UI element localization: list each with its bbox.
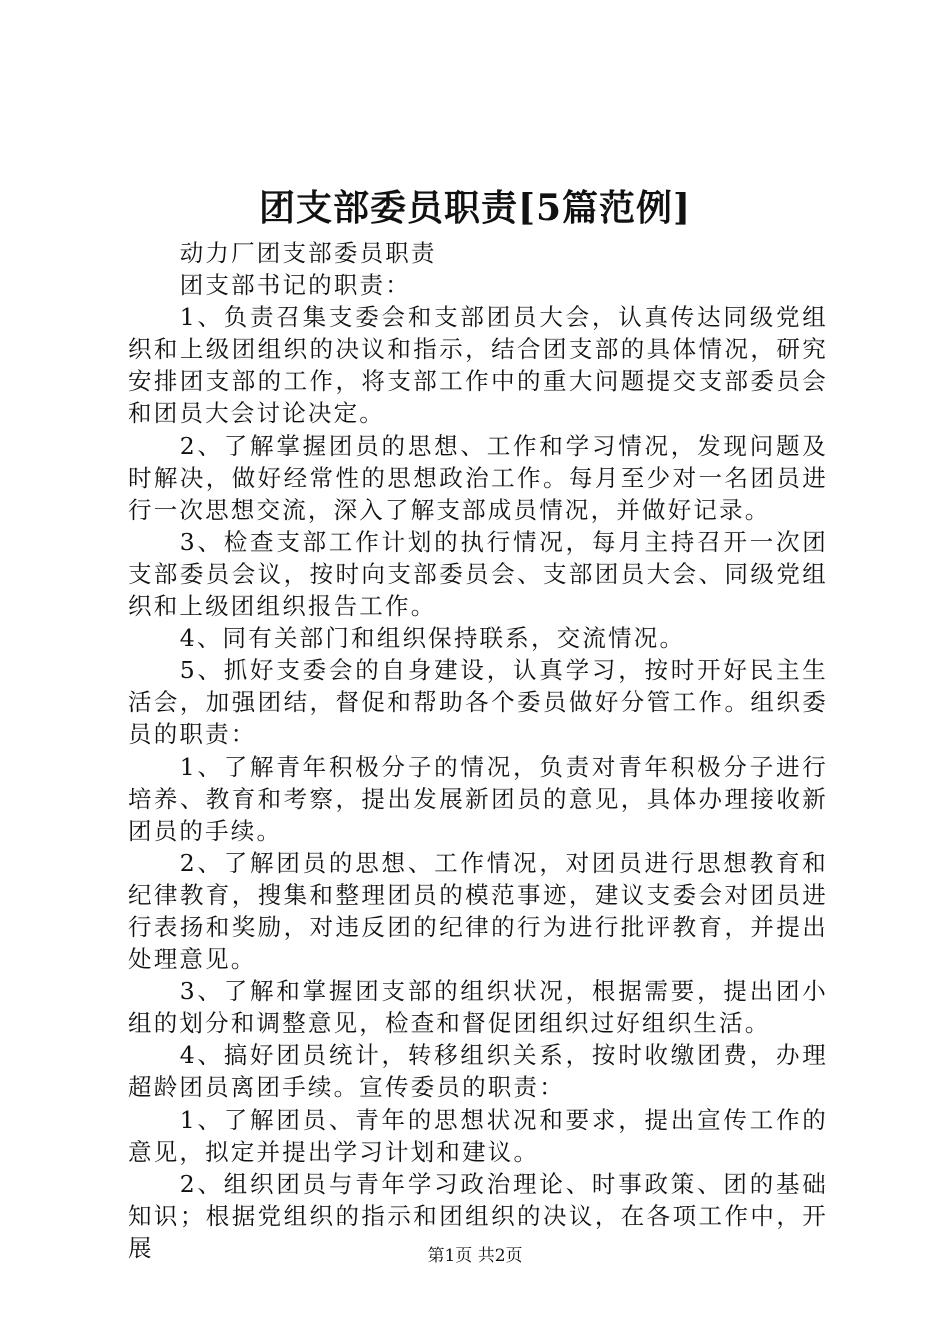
document-title: 团支部委员职责[5篇范例] <box>258 187 692 229</box>
paragraph: 1、了解团员、青年的思想状况和要求，提出宣传工作的意见，拟定并提出学习计划和建议。 <box>128 1105 828 1166</box>
paragraph: 2、了解团员的思想、工作情况，对团员进行思想教育和纪律教育，搜集和整理团员的模范事迹，建议支委会对团员进行表扬和奖励，对违反团的纪律的行为进行批评教育，并提出处理意见。 <box>128 848 828 974</box>
paragraph: 4、搞好团员统计，转移组织关系，按时收缴团费，办理超龄团员离团手续。宣传委员的职责： <box>128 1041 828 1102</box>
paragraph: 3、检查支部工作计划的执行情况，每月主持召开一次团支部委员会议，按时向支部委员会、支部团员大会、同级党组织和上级团组织报告工作。 <box>128 527 828 621</box>
paragraph: 5、抓好支委会的自身建设，认真学习，按时开好民主生活会，加强团结，督促和帮助各个委员做好分管工作。组织委员的职责： <box>128 656 828 749</box>
paragraph: 1、了解青年积极分子的情况，负责对青年积极分子进行培养、教育和考察，提出发展新团员的意见，具体办理接收新团员的手续。 <box>128 752 828 845</box>
page-footer: 第1页 共2页 <box>427 1246 523 1266</box>
paragraph: 1、负责召集支委会和支部团员大会，认真传达同级党组织和上级团组织的决议和指示，结合团支部的具体情况，研究安排团支部的工作，将支部工作中的重大问题提交支部委员会和团员大会讨论决定。 <box>128 303 828 428</box>
paragraph: 4、同有关部门和组织保持联系，交流情况。 <box>179 624 686 653</box>
paragraph: 2、组织团员与青年学习政治理论、时事政策、团的基础知识；根据党组织的指示和团组织的决议，在各项工作中，开展 <box>128 1169 828 1262</box>
paragraph-section-heading: 团支部书记的职责： <box>179 271 411 300</box>
paragraph: 2、了解掌握团员的思想、工作和学习情况，发现问题及时解决，做好经常性的思想政治工作。每月至少对一名团员进行一次思想交流，深入了解支部成员情况，并做好记录。 <box>128 431 828 524</box>
paragraph-subtitle: 动力厂团支部委员职责 <box>179 239 437 267</box>
paragraph: 3、了解和掌握团支部的组织状况，根据需要，提出团小组的划分和调整意见，检查和督促团组织过好组织生活。 <box>128 977 828 1038</box>
document-body <box>128 237 828 1264</box>
